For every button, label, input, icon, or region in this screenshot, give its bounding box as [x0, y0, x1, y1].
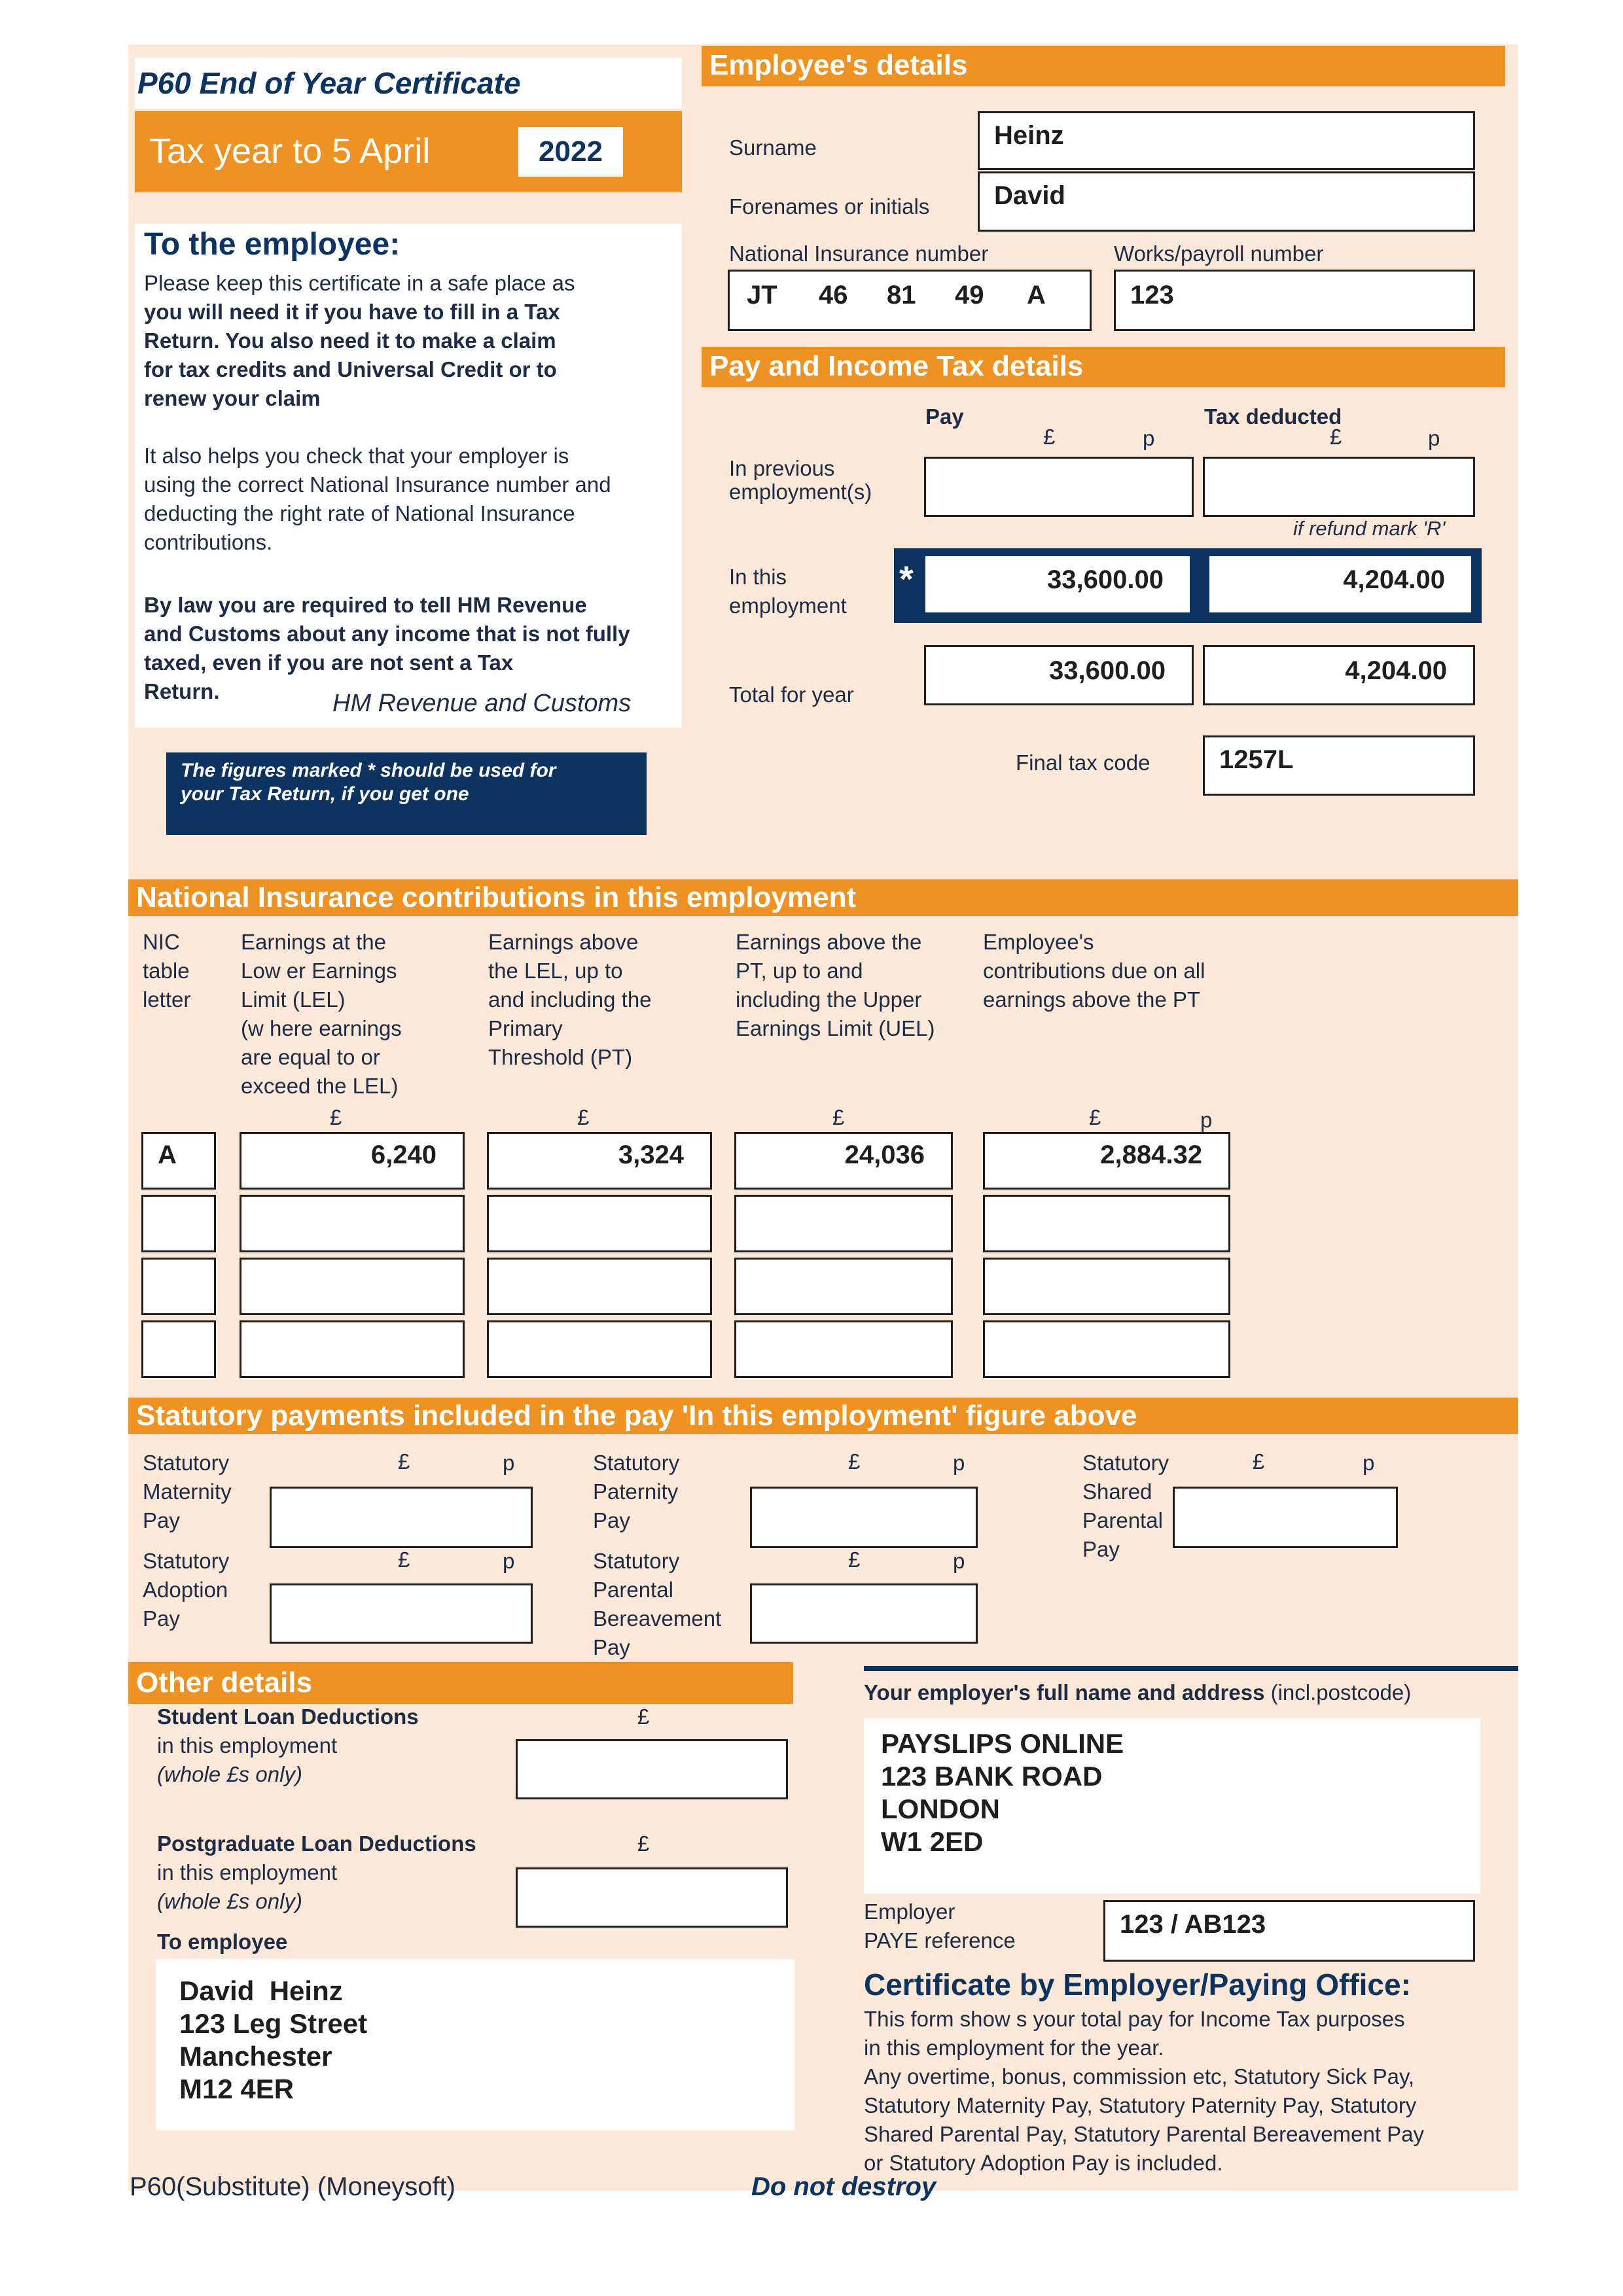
label-line: Pay: [1082, 1537, 1120, 1561]
certificate-line: Statutory Maternity Pay, Statutory Paternity Pay, Statutory: [864, 2093, 1417, 2117]
certificate-line: or Statutory Adoption Pay is included.: [864, 2151, 1223, 2175]
notice-text: renew your claim: [144, 386, 321, 410]
nic-contrib-field[interactable]: 2,884.32: [983, 1132, 1230, 1190]
label-line: In this: [729, 565, 787, 589]
label-line: Statutory: [593, 1451, 680, 1475]
address-line: W1 2ED: [881, 1826, 984, 1857]
label-line: Employer: [864, 1899, 955, 1924]
tax-return-note: [166, 752, 647, 835]
label-line: Statutory: [143, 1451, 230, 1475]
notice-text: and Customs about any income that is not fully: [144, 622, 630, 646]
notice-text: Return. You also need it to make a claim: [144, 328, 556, 353]
header-line: Low er Earnings: [241, 959, 397, 983]
label-line: Adoption: [143, 1578, 228, 1602]
notice-text: you will need it if you have to fill in a Tax: [144, 300, 560, 324]
total-tax-field[interactable]: 4,204.00: [1203, 645, 1475, 705]
label-line: Statutory: [143, 1549, 230, 1573]
nic-pt-field[interactable]: [487, 1258, 712, 1315]
previous-pay-field[interactable]: [924, 457, 1194, 517]
nic-letter-field[interactable]: [141, 1320, 216, 1378]
certificate-heading: Certificate by Employer/Paying Office:: [864, 1968, 1411, 2002]
shpp-field[interactable]: [1173, 1487, 1398, 1548]
label-line: Paternity: [593, 1479, 679, 1504]
address-line: Manchester: [179, 2041, 332, 2072]
pence-label: p: [953, 1451, 965, 1475]
paye-reference-field[interactable]: 123 / AB123: [1103, 1900, 1475, 1962]
postgrad-loan-label: [157, 1829, 476, 1916]
shpp-label: [1082, 1449, 1169, 1564]
header-line: letter: [143, 987, 191, 1012]
header-line: NIC: [143, 930, 180, 954]
forenames-label: Forenames or initials: [729, 194, 930, 219]
header-line: Earnings at the: [241, 930, 386, 954]
nic-uel-field[interactable]: [734, 1195, 953, 1252]
header-line: Earnings above: [488, 930, 639, 954]
ni-part: 49: [955, 281, 984, 309]
label-line: (whole £s only): [157, 1762, 302, 1786]
address-line: M12 4ER: [179, 2074, 294, 2104]
to-employee-label: To employee: [157, 1930, 288, 1954]
pay-tax-heading: Pay and Income Tax details: [702, 347, 1505, 387]
header-line: Threshold (PT): [488, 1045, 633, 1069]
ni-part: A: [1027, 281, 1046, 309]
pence-label: p: [1363, 1451, 1375, 1475]
pound-label: £: [1253, 1449, 1265, 1474]
sap-label: [143, 1547, 229, 1633]
other-details-heading: Other details: [128, 1662, 793, 1704]
header-line: exceed the LEL): [241, 1074, 399, 1098]
label-line: Parental: [1082, 1508, 1163, 1532]
employee-notice-panel: [135, 224, 682, 728]
nic-column-header: [241, 928, 402, 1101]
pound-label: £: [398, 1449, 410, 1474]
nic-contrib-field[interactable]: [983, 1258, 1230, 1315]
nic-letter-field[interactable]: A: [141, 1132, 216, 1190]
nic-column-header: [983, 928, 1205, 1014]
spp-field[interactable]: [750, 1487, 978, 1548]
spbp-label: [593, 1547, 721, 1662]
ni-part: 81: [887, 281, 916, 309]
header-line: and including the: [488, 987, 652, 1012]
previous-tax-field[interactable]: [1203, 457, 1475, 517]
notice-text: contributions.: [144, 530, 273, 554]
label-line: Pay: [593, 1635, 630, 1659]
header-line: Earnings above the: [736, 930, 922, 954]
pence-label: p: [503, 1451, 515, 1475]
note-text: your Tax Return, if you get one: [181, 783, 469, 805]
pence-label: p: [1200, 1108, 1213, 1132]
tax-code-field[interactable]: 1257L: [1203, 735, 1475, 796]
label-line: Maternity: [143, 1479, 232, 1504]
this-employment-label: [729, 563, 847, 620]
tax-column-heading: Tax deducted: [1204, 404, 1342, 429]
nic-lel-field[interactable]: 6,240: [240, 1132, 465, 1190]
notice-text: Return.: [144, 679, 220, 703]
nic-column-header: [736, 928, 935, 1043]
nic-pt-field[interactable]: 3,324: [487, 1132, 712, 1190]
label-line: Parental: [593, 1578, 673, 1602]
student-loan-field[interactable]: [516, 1739, 788, 1799]
pound-label: £: [330, 1105, 342, 1129]
certificate-line: in this employment for the year.: [864, 2036, 1164, 2060]
employer-heading-bold: Your employer's full name and address: [864, 1680, 1265, 1704]
address-line: PAYSLIPS ONLINE: [881, 1728, 1124, 1759]
previous-employment-label: [729, 457, 872, 504]
statutory-heading: Statutory payments included in the pay 'In this employment' figure above: [128, 1398, 1518, 1434]
ni-number-label: National Insurance number: [729, 241, 989, 266]
header-line: contributions due on all: [983, 959, 1205, 983]
pound-label: £: [1043, 425, 1056, 449]
ni-number-field[interactable]: [728, 270, 1092, 331]
header-line: (w here earnings: [241, 1016, 402, 1040]
notice-text: deducting the right rate of National Insurance: [144, 501, 575, 525]
nic-uel-field[interactable]: 24,036: [734, 1132, 953, 1190]
pence-label: p: [1428, 426, 1440, 450]
nic-uel-field[interactable]: [734, 1258, 953, 1315]
nic-lel-field[interactable]: [240, 1320, 465, 1378]
header-line: Employee's: [983, 930, 1094, 954]
smp-label: [143, 1449, 232, 1535]
pence-label: p: [1143, 426, 1155, 450]
spp-label: [593, 1449, 679, 1535]
pound-label: £: [398, 1547, 410, 1572]
nic-letter-field[interactable]: [141, 1195, 216, 1252]
header-line: the LEL, up to: [488, 959, 623, 983]
nic-lel-field[interactable]: [240, 1195, 465, 1252]
ni-part: 46: [819, 281, 848, 309]
pound-label: £: [637, 1704, 650, 1729]
label-line: Shared: [1082, 1479, 1152, 1504]
nic-uel-field[interactable]: [734, 1320, 953, 1378]
nic-letter-field[interactable]: [141, 1258, 216, 1315]
label-line: In previous: [729, 456, 835, 480]
pence-label: p: [503, 1549, 515, 1573]
nic-column-header: [143, 928, 190, 1014]
employer-divider: [864, 1666, 1518, 1671]
note-text: The figures marked * should be used for: [181, 760, 556, 781]
employee-details-heading: Employee's details: [702, 46, 1505, 86]
payroll-number-label: Works/payroll number: [1114, 241, 1324, 266]
tax-year-banner: [135, 111, 682, 192]
label-line: Pay: [143, 1606, 180, 1631]
form-title: P60 End of Year Certificate: [137, 66, 521, 100]
certificate-line: This form show s your total pay for Income Tax purposes: [864, 2007, 1405, 2031]
nic-lel-field[interactable]: [240, 1258, 465, 1315]
label-line: in this employment: [157, 1860, 338, 1884]
total-pay-field[interactable]: 33,600.00: [924, 645, 1194, 705]
nic-pt-field[interactable]: [487, 1195, 712, 1252]
student-loan-label: [157, 1703, 419, 1789]
header-line: Primary: [488, 1016, 563, 1040]
notice-text: By law you are required to tell HM Revenue: [144, 593, 587, 617]
header-line: are equal to or: [241, 1045, 380, 1069]
refund-note: if refund mark 'R': [1293, 517, 1446, 540]
pound-label: £: [848, 1449, 861, 1474]
certificate-text: [864, 2005, 1424, 2178]
certificate-line: Any overtime, bonus, commission etc, Statutory Sick Pay,: [864, 2064, 1415, 2089]
address-line: 123 Leg Street: [179, 2008, 368, 2039]
header-line: Limit (LEL): [241, 987, 346, 1012]
nic-contrib-field[interactable]: [983, 1320, 1230, 1378]
label-line: in this employment: [157, 1733, 338, 1757]
footer-form-id: P60(Substitute) (Moneysoft): [130, 2172, 455, 2201]
label-line: Student Loan Deductions: [157, 1704, 419, 1729]
tax-year-box: 2022: [518, 127, 623, 177]
employer-heading-rest: (incl.postcode): [1264, 1680, 1412, 1704]
address-line: David Heinz: [179, 1975, 343, 2006]
nic-heading: National Insurance contributions in this employment: [128, 879, 1518, 916]
address-line: 123 BANK ROAD: [881, 1761, 1103, 1792]
notice-text: using the correct National Insurance number and: [144, 472, 611, 497]
employer-address-box: [864, 1718, 1480, 1894]
pound-label: £: [1330, 425, 1342, 449]
title-panel: [135, 58, 682, 109]
hmrc-signature: HM Revenue and Customs: [332, 690, 632, 717]
pound-label: £: [1089, 1105, 1101, 1129]
nic-column-header: [488, 928, 652, 1072]
total-year-label: Total for year: [729, 682, 854, 707]
tax-year-label: Tax year to 5 April: [149, 132, 431, 171]
pound-label: £: [848, 1547, 861, 1572]
header-line: Earnings Limit (UEL): [736, 1016, 935, 1040]
notice-text: for tax credits and Universal Credit or to: [144, 357, 557, 381]
pound-label: £: [832, 1105, 845, 1129]
surname-label: Surname: [729, 135, 817, 160]
this-pay-field[interactable]: 33,600.00: [925, 556, 1190, 612]
sap-field[interactable]: [270, 1583, 533, 1644]
header-line: PT, up to and: [736, 959, 863, 983]
label-line: (whole £s only): [157, 1889, 302, 1913]
forenames-field[interactable]: David: [978, 171, 1475, 232]
tax-code-label: Final tax code: [1016, 751, 1150, 775]
footer-do-not-destroy: Do not destroy: [751, 2172, 936, 2201]
notice-text: It also helps you check that your employer is: [144, 444, 569, 468]
certificate-line: Shared Parental Pay, Statutory Parental Bereavement Pay: [864, 2122, 1425, 2146]
employee-address-box: [156, 1959, 794, 2130]
label-line: employment(s): [729, 480, 872, 504]
label-line: Statutory: [1082, 1451, 1169, 1475]
pound-label: £: [637, 1831, 650, 1856]
this-tax-field[interactable]: 4,204.00: [1209, 556, 1471, 612]
label-line: Pay: [143, 1508, 180, 1532]
pay-column-heading: Pay: [925, 404, 964, 429]
label-line: Bereavement: [593, 1606, 722, 1631]
spbp-field[interactable]: [750, 1583, 978, 1644]
header-line: including the Upper: [736, 987, 922, 1012]
paye-label: [864, 1898, 1016, 1955]
nic-contrib-field[interactable]: [983, 1195, 1230, 1252]
label-line: employment: [729, 593, 847, 618]
employer-heading: [864, 1680, 1411, 1705]
notice-text: Please keep this certificate in a safe place as: [144, 271, 575, 295]
header-line: table: [143, 959, 190, 983]
ni-part: JT: [747, 281, 777, 309]
pence-label: p: [953, 1549, 965, 1573]
label-line: PAYE reference: [864, 1928, 1016, 1952]
star-marker: *: [899, 558, 914, 599]
label-line: Statutory: [593, 1549, 680, 1573]
label-line: Pay: [593, 1508, 630, 1532]
notice-heading: To the employee:: [144, 227, 401, 262]
label-line: Postgraduate Loan Deductions: [157, 1831, 476, 1856]
pound-label: £: [577, 1105, 590, 1129]
address-line: LONDON: [881, 1793, 1000, 1824]
payroll-number-field[interactable]: 123: [1114, 270, 1475, 331]
smp-field[interactable]: [270, 1487, 533, 1548]
header-line: earnings above the PT: [983, 987, 1201, 1012]
surname-field[interactable]: Heinz: [978, 111, 1475, 170]
nic-pt-field[interactable]: [487, 1320, 712, 1378]
postgrad-loan-field[interactable]: [516, 1867, 788, 1928]
notice-text: taxed, even if you are not sent a Tax: [144, 650, 514, 675]
